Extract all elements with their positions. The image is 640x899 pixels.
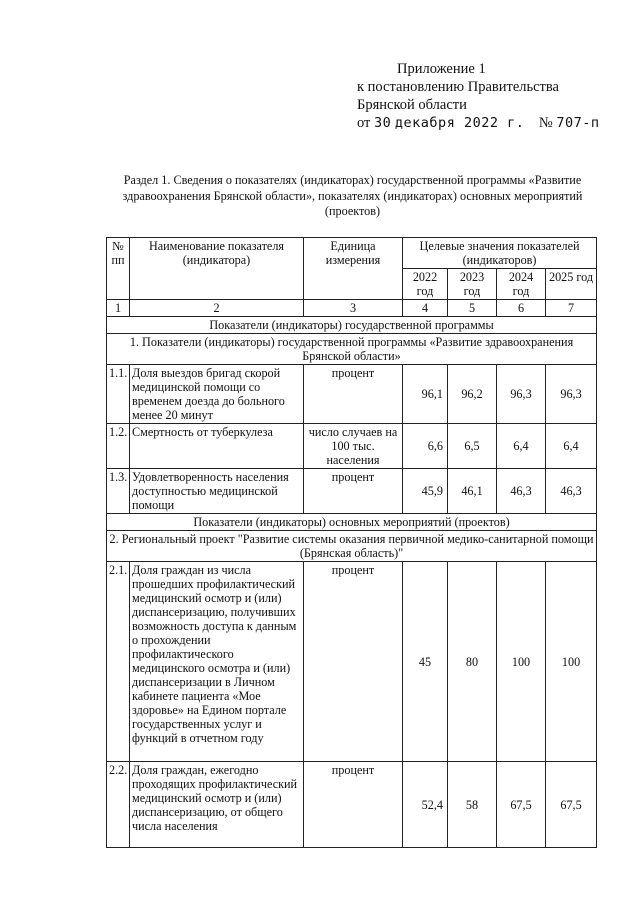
row-value: 100 (546, 562, 597, 762)
row-num: 2.2. (107, 762, 130, 848)
table-head-row (107, 238, 597, 269)
row-num: 1.1. (107, 365, 130, 424)
appendix-header (357, 60, 599, 132)
col-number: 7 (546, 300, 597, 317)
row-name: Удовлетворенность населения доступностью медицинской помощи (130, 469, 304, 514)
row-unit: процент (304, 562, 403, 762)
row-value: 96,3 (546, 365, 597, 424)
row-value: 96,3 (497, 365, 546, 424)
head-targets: Целевые значения показателей (индикаторов) (403, 238, 597, 269)
row-unit: процент (304, 365, 403, 424)
program1-title: 1. Показатели (индикаторы) государственной программы «Развитие здравоохранения Брянской области» (107, 334, 597, 365)
row-name: Доля выездов бригад скорой медицинской помощи со временем доезда до больного менее 20 минут (130, 365, 304, 424)
table-row (107, 762, 597, 848)
date-prefix: от (357, 115, 371, 131)
row-value: 52,4 (403, 762, 448, 848)
row-name: Доля граждан из числа прошедших профилактический медицинский осмотр и (или) диспансеризацию, получивших возможность доступа к данным о прохождении профилактического медицинского осмотра и (или) диспансеризации в Личном кабинете пациента «Мое здоровье» на Едином портале государственных услуг и функций в отчетном году (130, 562, 304, 762)
program-row (107, 334, 597, 365)
head-year: 2024 год (497, 269, 546, 300)
head-num: № пп (107, 238, 130, 300)
row-value: 67,5 (546, 762, 597, 848)
head-year: 2023 год (448, 269, 497, 300)
table-row (107, 365, 597, 424)
row-name: Доля граждан, ежегодно проходящих профилактический медицинский осмотр и (или) диспансеризацию, от общего числа населения (130, 762, 304, 848)
head-name: Наименование показателя (индикатора) (130, 238, 304, 300)
table-row (107, 562, 597, 762)
document-number: 707-п (556, 115, 600, 131)
table-row (107, 424, 597, 469)
row-num: 1.2. (107, 424, 130, 469)
row-value: 45,9 (403, 469, 448, 514)
row-value: 6,5 (448, 424, 497, 469)
col-number: 6 (497, 300, 546, 317)
appendix-label: Приложение 1 (397, 61, 486, 77)
head-unit: Единица измерения (304, 238, 403, 300)
col-number: 5 (448, 300, 497, 317)
project2-title: 2. Региональный проект "Развитие системы оказания первичной медико-санитарной помощи (Брянская область)" (107, 531, 597, 562)
row-unit: число случаев на 100 тыс. населения (304, 424, 403, 469)
row-unit: процент (304, 469, 403, 514)
date-number-line (357, 114, 599, 132)
col-number: 1 (107, 300, 130, 317)
project-row (107, 531, 597, 562)
row-name: Смертность от туберкулеза (130, 424, 304, 469)
row-value: 96,2 (448, 365, 497, 424)
row-value: 6,4 (546, 424, 597, 469)
date-month-year: декабря 2022 г. (394, 115, 525, 131)
row-value: 100 (497, 562, 546, 762)
row-value: 46,3 (546, 469, 597, 514)
resolution-line: к постановлению Правительства (357, 79, 559, 95)
row-value: 45 (403, 562, 448, 762)
head-year: 2022 год (403, 269, 448, 300)
row-value: 58 (448, 762, 497, 848)
row-value: 6,4 (497, 424, 546, 469)
column-numbers-row (107, 300, 597, 317)
region-line: Брянской области (357, 97, 467, 113)
col-number: 4 (403, 300, 448, 317)
table-row (107, 469, 597, 514)
col-number: 3 (304, 300, 403, 317)
row-value: 96,1 (403, 365, 448, 424)
row-unit: процент (304, 762, 403, 848)
group-row (107, 317, 597, 334)
row-value: 46,3 (497, 469, 546, 514)
group-row (107, 514, 597, 531)
head-year: 2025 год (546, 269, 597, 300)
group2-title: Показатели (индикаторы) основных мероприятий (проектов) (107, 514, 597, 531)
row-num: 2.1. (107, 562, 130, 762)
row-value: 80 (448, 562, 497, 762)
date-day: 30 (374, 115, 392, 131)
row-value: 46,1 (448, 469, 497, 514)
group1-title: Показатели (индикаторы) государственной программы (107, 317, 597, 334)
indicators-table (106, 237, 597, 848)
section-title: Раздел 1. Сведения о показателях (индикаторах) государственной программы «Развитие здравоохранения Брянской области», показателях (индикаторах) основных мероприятий (проектов) (122, 173, 583, 218)
row-num: 1.3. (107, 469, 130, 514)
row-value: 67,5 (497, 762, 546, 848)
number-sign: № (538, 115, 553, 131)
col-number: 2 (130, 300, 304, 317)
row-value: 6,6 (403, 424, 448, 469)
